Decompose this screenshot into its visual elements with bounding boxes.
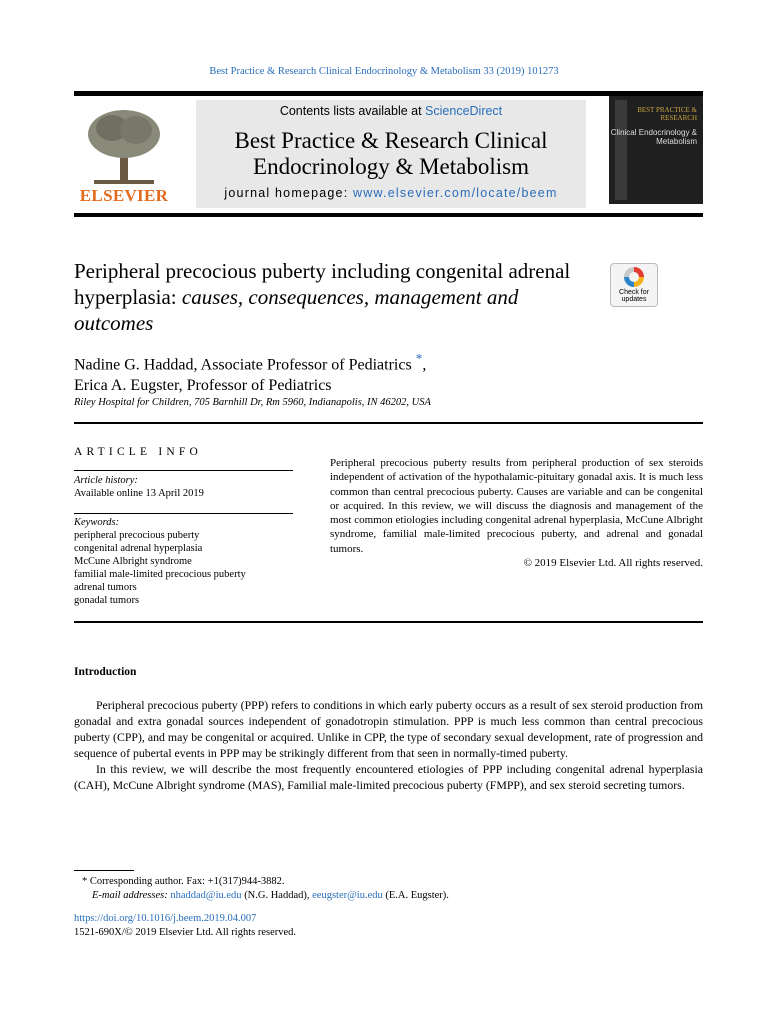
- homepage-link[interactable]: www.elsevier.com/locate/beem: [353, 186, 558, 200]
- abstract-rule: [74, 621, 703, 623]
- cover-series: BEST PRACTICE & RESEARCH: [637, 106, 697, 122]
- intro-paragraph-1: Peripheral precocious puberty (PPP) refers to conditions in which early puberty occurs as a result of sex steroid production from gonadal and extra gonadal sources independent of gonadotropin stimulation. PPP is much less common than central precocious puberty (CPP), and may be congenital or acquired. Unlike in CPP, the type of secondary sexual development, rate of progression and sequence of pubertal events in PPP may be strikingly different from that seen in normally-timed puberty.: [74, 698, 703, 760]
- history-value: Available online 13 April 2019: [74, 488, 204, 499]
- article-title: [74, 258, 594, 336]
- journal-title: Best Practice & Research Clinical Endocrinology & Metabolism: [234, 128, 548, 179]
- header-rule-bottom: [74, 213, 703, 217]
- author-list: [74, 348, 634, 396]
- introduction-body: [74, 697, 703, 793]
- email-owner-haddad: (N.G. Haddad),: [241, 890, 313, 901]
- keyword-item: gonadal tumors: [74, 595, 140, 606]
- abstract-text: Peripheral precocious puberty results from peripheral production of sex steroids independent of activation of the hypothalamic-pituitary gonadal axis. It is much less common than central precocious puberty. Causes are variable and can be congenital or acquired. In this review, we will discuss the diagnosis and management of the most common etiologies including congenital adrenal hyperplasia, McCune Albright syndrome, familial male-limited precocious puberty, and adrenal and gonadal tumors.: [330, 457, 703, 555]
- intro-paragraph-2: In this review, we will describe the most frequently encountered etiologies of PPP including congenital adrenal hyperplasia (CAH), McCune Albright syndrome (MAS), Familial male-limited precocious puberty (FMPP), and sex steroid secreting tumors.: [74, 762, 703, 792]
- check-for-updates-line2: updates: [621, 296, 647, 303]
- keywords-block: [74, 516, 314, 607]
- keyword-item: peripheral precocious puberty: [74, 530, 200, 541]
- contents-prefix: Contents lists available at: [279, 104, 426, 118]
- keyword-item: congenital adrenal hyperplasia: [74, 543, 203, 554]
- article-info-rule: [74, 422, 703, 424]
- doi-block: [74, 912, 296, 940]
- keywords-label: Keywords:: [74, 517, 120, 528]
- corresponding-author-mark[interactable]: *: [415, 351, 423, 366]
- article-title-plain: Peripheral precocious puberty including congenital adrenal hyperplasia:: [74, 259, 571, 309]
- affiliation: Riley Hospital for Children, 705 Barnhill Dr, Rm 5960, Indianapolis, IN 46202, USA: [74, 397, 431, 408]
- cover-title: Clinical Endocrinology & Metabolism: [610, 128, 697, 146]
- article-history: [74, 474, 293, 500]
- footnote-mark: *: [82, 876, 88, 887]
- author-2: Erica A. Eugster, Professor of Pediatrics: [74, 377, 332, 395]
- abstract: [330, 456, 703, 570]
- sciencedirect-link[interactable]: ScienceDirect: [425, 104, 503, 118]
- footnote-rule: [74, 870, 134, 871]
- crossmark-icon: [624, 267, 644, 287]
- check-for-updates-button[interactable]: [610, 263, 658, 307]
- email-label: E-mail addresses:: [92, 890, 168, 901]
- doi-link[interactable]: https://doi.org/10.1016/j.beem.2019.04.007: [74, 913, 257, 924]
- introduction-heading: Introduction: [74, 666, 137, 678]
- keywords-rule: [74, 513, 293, 514]
- homepage-label: journal homepage:: [224, 186, 354, 200]
- corresponding-author-note: Corresponding author. Fax: +1(317)944-3882.: [89, 876, 285, 887]
- article-info-heading: ARTICLE INFO: [74, 446, 202, 458]
- journal-homepage: [196, 186, 586, 200]
- abstract-copyright: © 2019 Elsevier Ltd. All rights reserved.: [523, 557, 703, 570]
- history-label: Article history:: [74, 475, 138, 486]
- author-separator: ,: [422, 356, 427, 374]
- author-1: Nadine G. Haddad, Associate Professor of Pediatrics: [74, 356, 412, 374]
- contents-line: [196, 104, 586, 118]
- email-link-haddad[interactable]: nhaddad@iu.edu: [170, 890, 242, 901]
- check-for-updates-line1: Check for: [619, 289, 649, 296]
- email-owner-eugster: (E.A. Eugster).: [382, 890, 449, 901]
- keyword-item: familial male-limited precocious puberty: [74, 569, 246, 580]
- journal-cover-image: [609, 96, 703, 204]
- journal-citation[interactable]: Best Practice & Research Clinical Endocrinology & Metabolism 33 (2019) 101273: [209, 66, 559, 77]
- keyword-item: McCune Albright syndrome: [74, 556, 192, 567]
- elsevier-wordmark: ELSEVIER: [79, 186, 169, 205]
- keyword-item: adrenal tumors: [74, 582, 137, 593]
- history-rule: [74, 470, 293, 471]
- email-link-eugster[interactable]: eeugster@iu.edu: [312, 890, 383, 901]
- issn-copyright: 1521-690X/© 2019 Elsevier Ltd. All rights reserved.: [74, 927, 297, 938]
- article-title-italic: causes, consequences, management and outcomes: [74, 285, 519, 335]
- footnote: [74, 875, 703, 903]
